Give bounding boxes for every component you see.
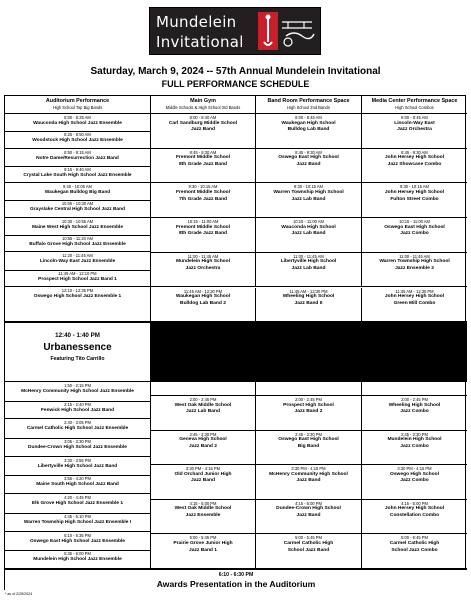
slot-school: Fenwick High School Jazz Band xyxy=(40,407,115,413)
auditorium-slot-pair xyxy=(5,183,151,218)
slot-ensemble: Green Mill Combo xyxy=(393,300,436,306)
slot-time: 8:00 - 8:25 AM xyxy=(64,115,91,120)
slot-time: 11:00 - 11:45 AM xyxy=(187,253,219,259)
slot-divider xyxy=(5,475,150,476)
slot-time: 10:55 - 11:20 AM xyxy=(62,236,93,242)
slot-ensemble: Jazz Ensemble xyxy=(185,513,221,518)
slot-time: 5:00 - 5:45 PM xyxy=(401,535,428,541)
slot-divider xyxy=(5,235,150,236)
slot-ensemble: Bulldog Lab Band 2 xyxy=(180,300,226,306)
slot-school: Carmel Catholic High School Jazz Ensemble xyxy=(26,426,129,432)
slot-time: 5:00 - 5:45 PM xyxy=(295,535,322,541)
slot-time: 3:05 - 3:30 PM xyxy=(64,439,91,445)
awards-title: Awards Presentation in the Auditorium xyxy=(156,579,316,589)
slot-school: Carmel Catholic High xyxy=(283,540,334,546)
slot-divider xyxy=(5,200,150,201)
slot-ensemble: Constellation Combo xyxy=(389,513,440,518)
slot-school: Fremont Middle School xyxy=(175,224,231,230)
slot-ensemble: Jazz Lab Band xyxy=(186,409,220,415)
empty-slot xyxy=(256,382,362,396)
slot-ensemble: Jazz Ensemble 2 xyxy=(395,266,434,271)
slot-time: 4:20 - 4:45 PM xyxy=(64,495,91,501)
performance-slot xyxy=(256,500,362,535)
slot-school: Prairie Grove Junior High xyxy=(173,540,233,546)
slot-school: John Hersey High School xyxy=(384,506,445,512)
slot-time: 3:55 - 4:20 PM xyxy=(64,476,91,482)
auditorium-slot-pair xyxy=(5,494,151,531)
slot-school: Buffalo Grove High School Jazz Ensemble xyxy=(29,242,126,248)
performance-slot xyxy=(362,149,467,184)
auditorium-slot-pair xyxy=(5,532,151,569)
slot-time: 10:15 - 11:00 AM xyxy=(187,219,219,225)
slot-ensemble: Jazz Band II xyxy=(294,300,323,306)
slot-school: Warren Township High School Jazz Ensemble I xyxy=(23,519,132,525)
slot-time: 9:30 - 10:15 AM xyxy=(400,184,429,190)
slot-divider xyxy=(5,131,150,132)
slot-school: Wauconda High School Jazz Ensemble xyxy=(33,121,122,126)
column-header-media-center xyxy=(362,96,467,114)
slot-school: Libertyville High School Jazz Band xyxy=(37,463,118,469)
as-of-note: * as of 2/25/2024 xyxy=(5,592,33,596)
slot-school: Mundelein High School Jazz Ensemble xyxy=(33,557,122,563)
performance-slot xyxy=(362,114,467,149)
performance-slot xyxy=(256,183,362,218)
slot-school: Maine West High School Jazz Ensemble xyxy=(31,224,124,230)
performance-slot xyxy=(362,183,467,218)
slot-school: Dundee-Crown High School xyxy=(276,506,341,512)
slot-divider xyxy=(5,401,150,402)
slot-school: John Hersey High School xyxy=(384,155,445,161)
slot-school: Waukegan Bulldog Big Band xyxy=(44,190,111,196)
column-header-band-room xyxy=(256,96,362,114)
slot-school: Grayslake Central High School Jazz Band xyxy=(30,207,125,213)
column-subtitle: High School Combos xyxy=(395,105,434,110)
slot-ensemble: Big Band xyxy=(297,443,320,449)
slot-divider xyxy=(5,550,150,551)
slot-school: Old Orchard Junior High xyxy=(174,471,232,477)
awards-footer xyxy=(5,569,467,591)
slot-time: 8:00 - 8:45 AM xyxy=(295,115,322,120)
slot-time: 11:00 - 11:45 AM xyxy=(399,253,430,259)
slot-school: Geneva High School xyxy=(179,437,227,443)
slot-time: 2:00 - 2:45 PM xyxy=(295,397,322,402)
slot-school: Carmel Catholic High xyxy=(389,540,440,546)
slot-divider xyxy=(5,438,150,439)
slot-school: Waukegan High School xyxy=(281,120,336,126)
slot-time: 3:30 PM - 4:15 PM xyxy=(397,466,432,472)
performance-slot xyxy=(362,288,467,323)
slot-time: 9:15 - 9:40 AM xyxy=(64,166,91,172)
performance-slot xyxy=(151,396,256,431)
performance-slot xyxy=(362,396,467,431)
slot-school: Lincoln-Way East Jazz Ensemble xyxy=(39,259,116,265)
slot-time: 4:45 - 5:10 PM xyxy=(64,513,91,519)
logo-line-1: Mundelein xyxy=(156,13,237,31)
slot-time: 2:00 - 2:45 PM xyxy=(401,397,428,402)
slot-time: 2:40 - 3:05 PM xyxy=(64,420,91,426)
slot-school: West Oak Middle School xyxy=(174,402,232,408)
slot-ensemble: Jazz Combo xyxy=(400,478,429,484)
invitational-logo xyxy=(149,7,321,55)
performance-slot xyxy=(256,253,362,288)
slot-school: Wheeling High School xyxy=(282,294,335,299)
slot-time: 4:15 - 5:00 PM xyxy=(295,500,322,506)
slot-school: Notre Dame/Resurrection Jazz Band xyxy=(36,155,119,161)
performance-slot xyxy=(362,431,467,466)
performance-slot xyxy=(151,253,256,288)
performance-slot xyxy=(256,431,362,466)
slot-ensemble: 8th Grade Jazz Band xyxy=(178,231,228,237)
slot-time: 2:00 - 2:45 PM xyxy=(189,397,217,402)
auditorium-slot-pair xyxy=(5,457,151,494)
performance-slot xyxy=(151,534,256,569)
slot-ensemble: 7th Grade Jazz Band xyxy=(178,196,228,202)
slot-time: 3:30 - 3:55 PM xyxy=(64,457,91,463)
slot-time: 11:45 AM - 12:10 PM xyxy=(58,270,97,276)
slot-school: Warren Township High School xyxy=(379,259,450,265)
slot-ensemble: Jazz Lab Band xyxy=(291,196,326,202)
performance-slot xyxy=(151,218,256,253)
slot-school: Oswego East High School xyxy=(278,155,339,161)
slot-time: 5:35 - 6:00 PM xyxy=(64,551,91,557)
slot-time: 5:10 - 5:35 PM xyxy=(64,532,91,538)
slot-school: Lincoln-Way East xyxy=(394,120,435,126)
slot-time: 5:00 - 5:45 PM xyxy=(189,535,217,541)
slot-time: 8:50 - 9:15 AM xyxy=(64,149,91,155)
slot-ensemble: Jazz Band xyxy=(191,478,215,484)
lunch-time: 12:40 - 1:40 PM xyxy=(55,332,100,339)
slot-ensemble: Jazz Band 2 xyxy=(189,443,217,449)
slot-ensemble: Jazz Orchestra xyxy=(397,127,432,133)
slot-school: Crystal Lake South High School Jazz Ensemble xyxy=(23,172,132,178)
slot-ensemble: Jazz Lab Band xyxy=(291,231,326,237)
slot-school: Dundee-Crown High School Jazz Ensemble xyxy=(28,445,127,451)
slot-ensemble: Jazz Band 1 xyxy=(189,547,217,553)
slot-school: Mundelein High School xyxy=(175,259,231,265)
slot-divider xyxy=(5,513,150,514)
slot-ensemble: Jazz Band xyxy=(191,127,215,133)
auditorium-slot-pair xyxy=(5,149,151,184)
slot-time: 2:45 - 3:30 PM xyxy=(295,431,322,437)
slot-time: 2:45 - 3:30 PM xyxy=(401,431,428,437)
slot-divider xyxy=(5,166,150,167)
slot-school: Carl Sandburg Middle School xyxy=(168,120,238,126)
column-title: Main Gym xyxy=(190,98,216,104)
performance-slot xyxy=(256,288,362,323)
column-title: Auditorium Performance xyxy=(45,98,110,104)
slot-time: 8:45 - 9:30 AM xyxy=(189,149,217,155)
column-header-main-gym xyxy=(151,96,256,114)
slot-school: Oswego East High School xyxy=(278,437,339,443)
auditorium-slot-pair xyxy=(5,419,151,456)
slot-school: Mundelein High School xyxy=(387,437,442,443)
slot-time: 8:25 - 8:50 AM xyxy=(64,132,91,138)
slot-school: West Oak Middle School xyxy=(174,506,232,512)
performance-slot xyxy=(362,218,467,253)
performance-slot xyxy=(151,500,256,535)
slot-school: Wheeling High School xyxy=(388,402,441,408)
slot-time: 11:20 - 11:45 AM xyxy=(62,253,93,259)
slot-school: Fremont Middle School xyxy=(175,155,231,161)
slot-ensemble: School Jazz Band xyxy=(287,547,330,553)
performance-slot xyxy=(151,183,256,218)
slot-school: Waukegan High School xyxy=(175,294,231,299)
logo-line-2: Invitational xyxy=(156,33,244,51)
slot-school: Oswego East High School Jazz Ensemble xyxy=(30,538,125,544)
slot-time: 3:30 PM - 4:15 PM xyxy=(291,466,326,472)
slot-ensemble: Jazz Combo xyxy=(400,443,429,449)
slot-time: 11:45 AM - 12:30 PM xyxy=(395,288,434,294)
slot-time: 9:30 - 10:15 AM xyxy=(188,184,218,190)
slot-ensemble: Jazz Band xyxy=(296,478,321,484)
slot-time: 9:30 - 10:15 AM xyxy=(294,184,323,190)
slot-school: Prospect High School Jazz Band 1 xyxy=(38,276,117,282)
auditorium-slot-pair xyxy=(5,252,151,287)
schedule-grid xyxy=(4,95,466,590)
slot-time: 11:45 AM - 12:30 PM xyxy=(289,288,328,294)
slot-school: Maine South High School Jazz Band xyxy=(36,482,119,488)
column-title: Band Room Performance Space xyxy=(267,98,350,104)
slot-time: 3:30 PM - 4:15 PM xyxy=(185,466,221,472)
slot-school: Oswego High School xyxy=(390,471,439,477)
slot-school: McHenry Community High School Jazz Ensemble xyxy=(21,389,134,394)
performance-slot xyxy=(151,149,256,184)
slot-time: 9:40 - 10:05 AM xyxy=(63,184,92,190)
slot-time: 8:00 - 8:45 AM xyxy=(401,115,428,120)
slot-time: 2:15 - 2:40 PM xyxy=(64,401,91,407)
slot-time: 10:15 - 11:00 AM xyxy=(293,219,324,225)
instruments-logo-icon xyxy=(258,12,316,52)
empty-slot xyxy=(151,382,256,396)
column-subtitle: High School Top Big Bands xyxy=(52,105,103,110)
slot-ensemble: Bulldog Lab Band xyxy=(287,127,330,133)
slot-ensemble: Jazz Lab Band xyxy=(291,266,326,271)
performance-slot xyxy=(151,431,256,466)
auditorium-slot-pair xyxy=(5,218,151,253)
slot-time: 1:50 - 2:15 PM xyxy=(64,383,91,388)
slot-school: Oswego East High School xyxy=(384,224,445,230)
performance-slot xyxy=(362,253,467,288)
slot-ensemble: Jazz Orchestra xyxy=(185,266,221,271)
slot-ensemble: School Jazz Combo xyxy=(391,547,438,553)
slot-ensemble: Jazz Band xyxy=(296,161,321,167)
slot-school: John Hersey High School xyxy=(384,189,445,195)
slot-time: 4:15 - 5:00 PM xyxy=(189,500,217,506)
slot-ensemble: Jazz Showcase Combo xyxy=(387,161,442,167)
performance-slot xyxy=(362,534,467,569)
lunch-band: Urbanessence xyxy=(43,342,112,353)
slot-time: 10:30 - 10:55 AM xyxy=(61,218,94,224)
auditorium-slot-pair xyxy=(5,382,151,419)
slot-time: 8:45 - 9:30 AM xyxy=(401,149,428,155)
slot-school: McHenry Community High School xyxy=(269,471,348,477)
performance-slot xyxy=(362,500,467,535)
slot-time: 12:10 - 12:35 PM xyxy=(61,288,94,293)
slot-school: Elk Grove High School Jazz Ensemble 1 xyxy=(31,501,124,507)
slot-divider xyxy=(5,270,150,271)
performance-slot xyxy=(256,149,362,184)
slot-ensemble: Jazz Band 2 xyxy=(294,409,323,415)
slot-time: 10:05 - 10:30 AM xyxy=(61,201,94,207)
performance-slot xyxy=(151,288,256,323)
slot-time: 10:15 - 11:00 AM xyxy=(399,219,430,225)
slot-ensemble: Jazz Band xyxy=(296,513,321,518)
slot-time: 4:15 - 5:00 PM xyxy=(401,500,428,506)
slot-ensemble: Jazz Combo xyxy=(400,409,429,415)
slot-time: 11:45 AM - 12:30 PM xyxy=(183,288,223,294)
slot-school: Woodstock High School Jazz Ensemble xyxy=(32,138,123,144)
slot-time: 11:00 - 11:45 AM xyxy=(293,253,324,259)
awards-time: 6:10 - 6:30 PM xyxy=(218,572,254,578)
slot-ensemble: Jazz Combo xyxy=(400,231,429,237)
column-title: Media Center Performance Space xyxy=(371,98,458,104)
slot-time: 8:45 - 9:30 AM xyxy=(295,149,322,155)
slot-school: Libertyville High School xyxy=(280,259,337,265)
performance-slot xyxy=(151,114,256,149)
empty-slot xyxy=(362,382,467,396)
slot-time: 2:45 - 3:30 PM xyxy=(189,431,217,437)
slot-school: Fremont Middle School xyxy=(175,189,231,195)
page-title: Saturday, March 9, 2024 -- 57th Annual Mundelein Invitational xyxy=(90,66,381,77)
slot-school: Warren Township High School xyxy=(273,189,344,195)
slot-school: Prospect High School xyxy=(283,402,334,408)
performance-slot xyxy=(151,465,256,500)
column-subtitle: Middle Schools & High School 3rd Bands xyxy=(165,105,241,110)
slot-ensemble: Fulton Street Combo xyxy=(390,196,439,202)
column-header-auditorium xyxy=(5,96,151,114)
lunch-featuring: Featuring Tito Carrillo xyxy=(50,356,105,362)
performance-slot xyxy=(256,114,362,149)
column-subtitle: High School 2nd Bands xyxy=(287,105,330,110)
auditorium-slot-pair xyxy=(5,114,151,149)
performance-slot xyxy=(256,218,362,253)
performance-slot xyxy=(256,465,362,500)
page-subtitle: FULL PERFORMANCE SCHEDULE xyxy=(161,79,310,89)
performance-slot xyxy=(362,465,467,500)
slot-school: Wauconda High School xyxy=(281,224,336,230)
lunch-break-block xyxy=(151,322,467,382)
slot-school: Oswego High School Jazz Ensemble 1 xyxy=(33,294,122,299)
slot-school: John Hersey High School xyxy=(384,294,445,299)
auditorium-slot-pair xyxy=(5,287,151,322)
performance-slot xyxy=(256,396,362,431)
slot-time: 8:00 - 8:40 AM xyxy=(189,115,217,120)
lunch-performance xyxy=(5,322,151,382)
slot-ensemble: 8th Grade Jazz Band xyxy=(178,161,228,167)
performance-slot xyxy=(256,534,362,569)
